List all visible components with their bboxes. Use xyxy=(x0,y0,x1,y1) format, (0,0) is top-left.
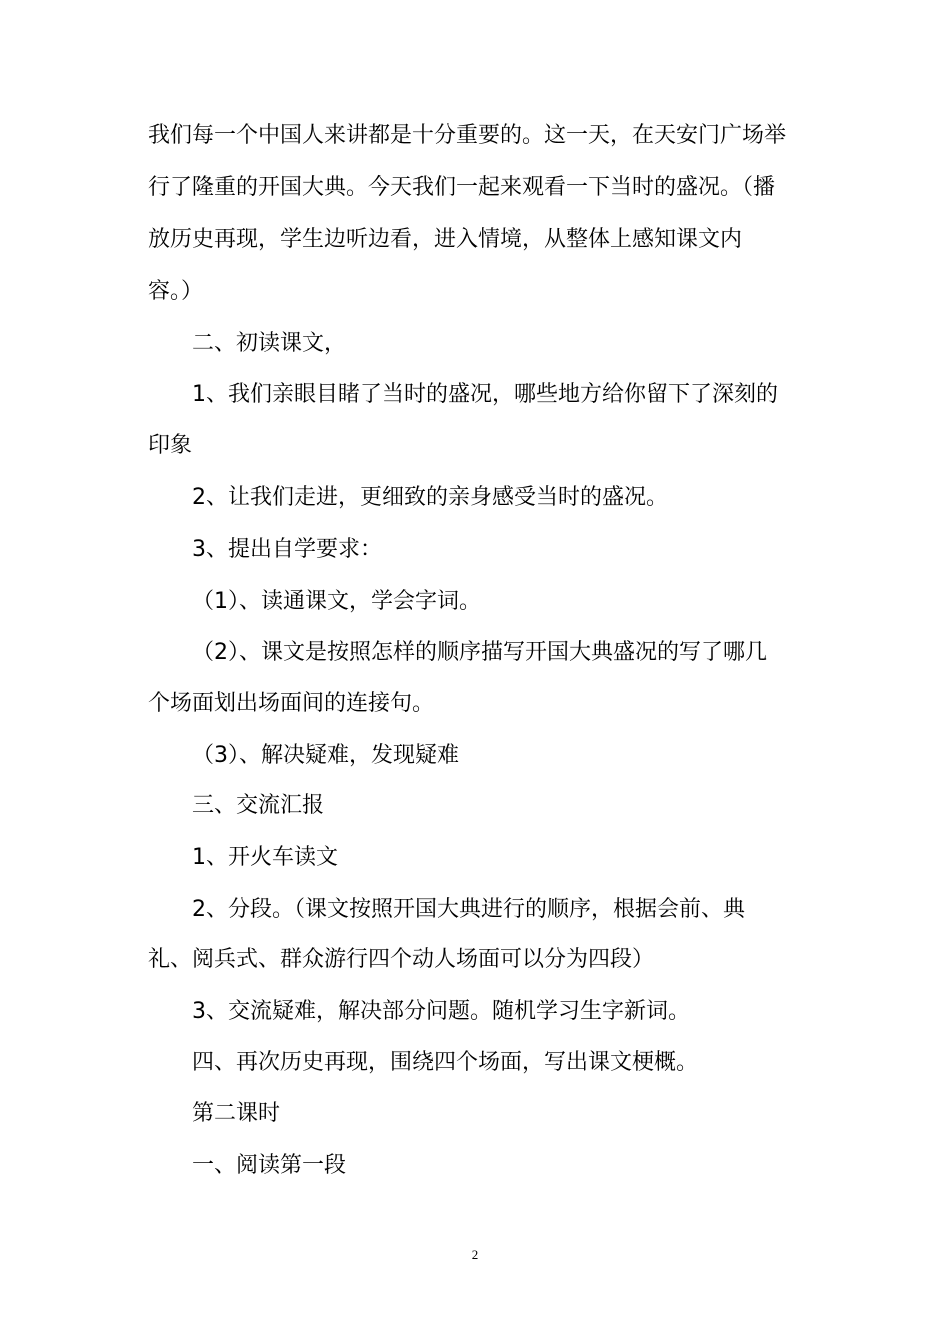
section-heading-history-review: 四、再次历史再现，围绕四个场面，写出课文梗概。 xyxy=(192,1050,699,1075)
report-item-3: 3、交流疑难，解决部分问题。随机学习生字新词。 xyxy=(192,999,690,1024)
report-item-1: 1、开火车读文 xyxy=(192,845,338,870)
lesson-heading-second: 第二课时 xyxy=(192,1101,281,1126)
list-item-2: 2、让我们走进，更细致的亲身感受当时的盛况。 xyxy=(192,485,668,510)
sub-item-1: （1）、读通课文，学会字词。 xyxy=(192,589,481,614)
paragraph-line-2: 行了隆重的开国大典。今天我们一起来观看一下当时的盛况。（播 xyxy=(148,175,776,200)
paragraph-line-4: 容。） xyxy=(148,279,204,304)
sub-item-2-line-2: 个场面划出场面间的连接句。 xyxy=(148,691,435,716)
section-heading-report: 三、交流汇报 xyxy=(192,793,325,818)
sub-item-3: （3）、解决疑难，发现疑难 xyxy=(192,743,459,768)
paragraph-line-1: 我们每一个中国人来讲都是十分重要的。这一天，在天安门广场举 xyxy=(148,123,787,148)
list-item-1-line-1: 1、我们亲眼目睹了当时的盛况，哪些地方给你留下了深刻的 xyxy=(192,382,778,407)
page-number: 2 xyxy=(471,1247,479,1262)
list-item-3: 3、提出自学要求： xyxy=(192,537,382,562)
list-item-1-line-2: 印象 xyxy=(148,433,193,458)
report-item-2-line-1: 2、分段。（课文按照开国大典进行的顺序，根据会前、典 xyxy=(192,897,745,922)
section-heading-read-first-part: 一、阅读第一段 xyxy=(192,1153,347,1178)
sub-item-2-line-1: （2）、课文是按照怎样的顺序描写开国大典盛况的写了哪几 xyxy=(192,640,767,665)
paragraph-line-3: 放历史再现，学生边听边看，进入情境，从整体上感知课文内 xyxy=(148,227,743,252)
section-heading-initial-reading: 二、初读课文， xyxy=(192,331,347,356)
report-item-2-line-2: 礼、阅兵式、群众游行四个动人场面可以分为四段） xyxy=(148,947,655,972)
